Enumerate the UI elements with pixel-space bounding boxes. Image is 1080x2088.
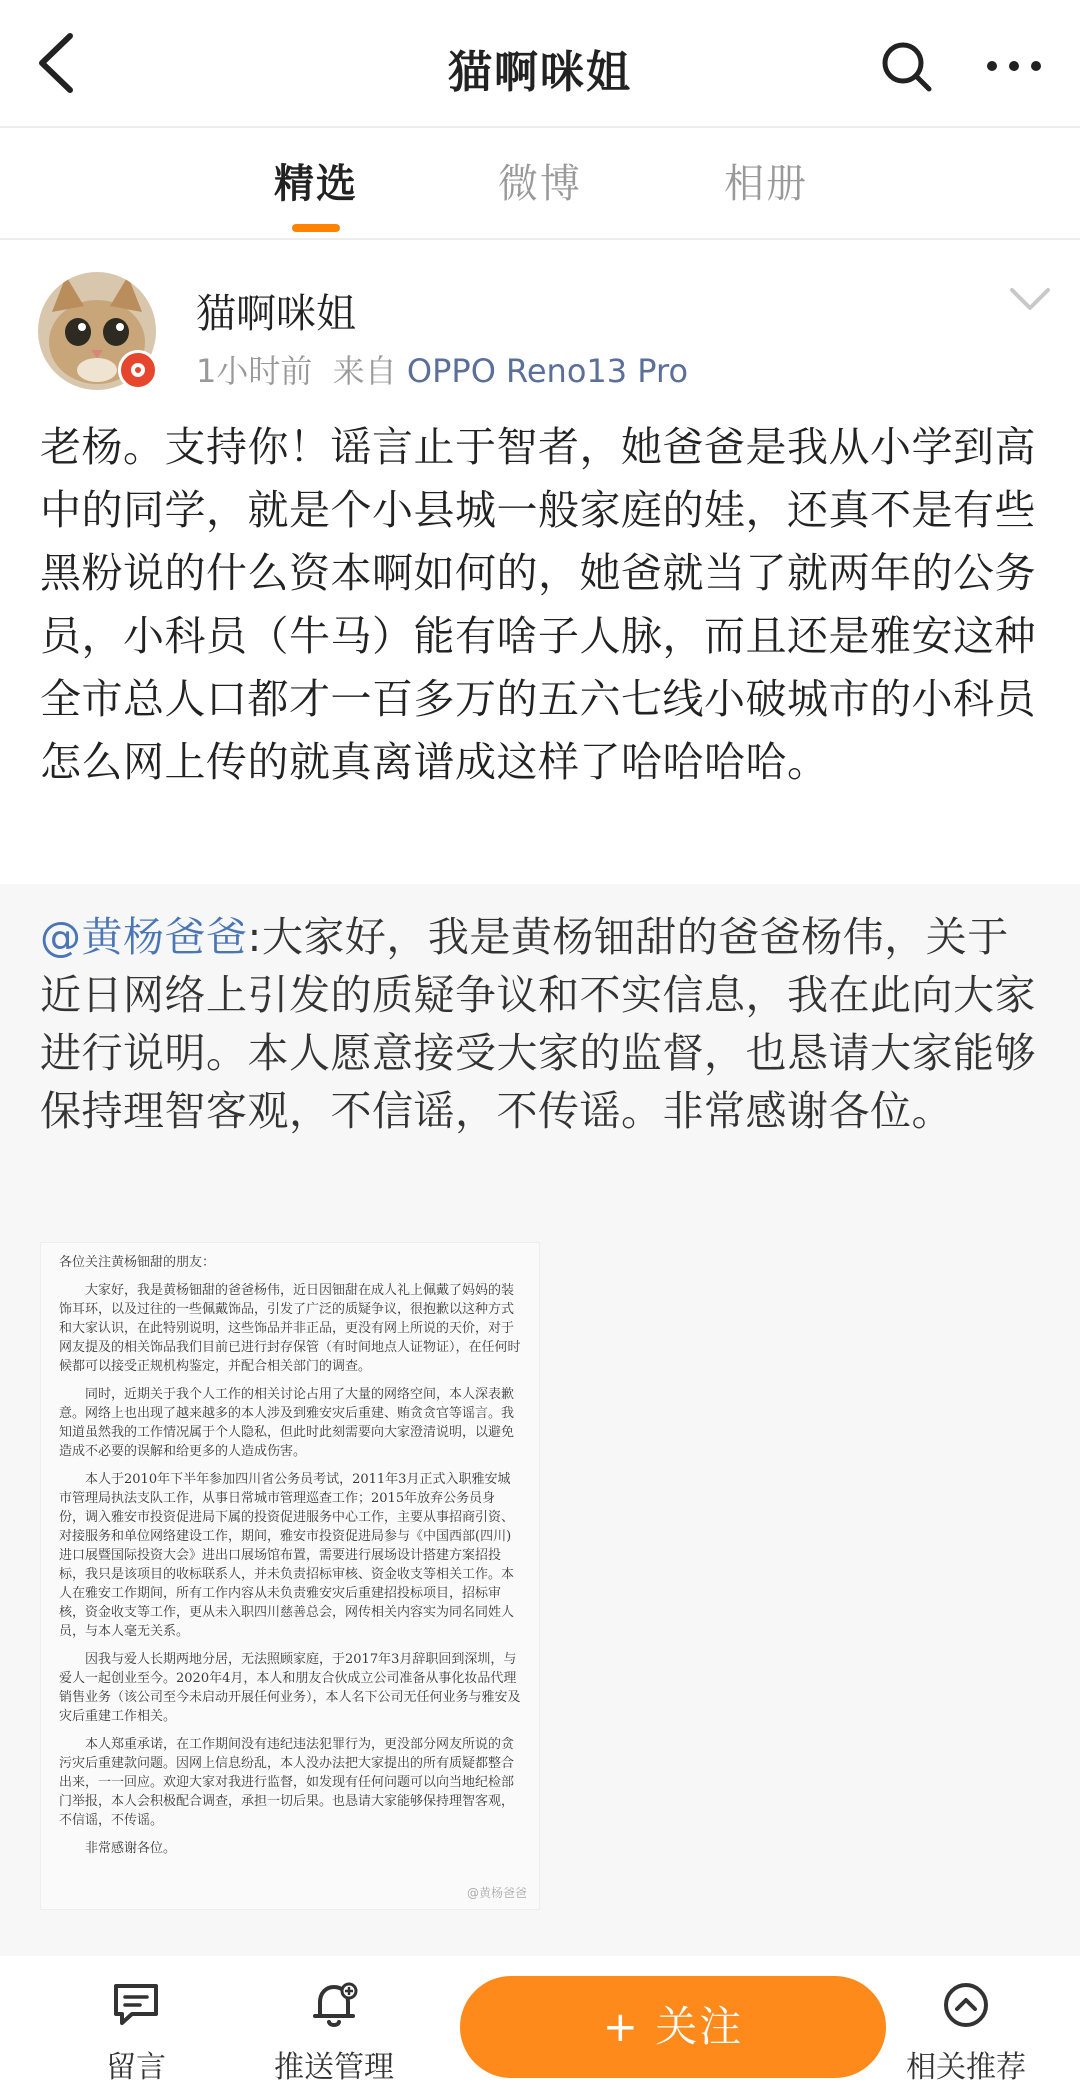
tab-featured[interactable]: 精选 — [274, 161, 358, 207]
bottom-bar — [0, 1956, 1080, 2088]
verified-badge-icon — [118, 350, 158, 390]
doc-paragraph: 本人郑重承诺，在工作期间没有违纪违法犯罪行为，更没部分网友所说的贪污灾后重建款问题。因网上信息纷乱，本人没办法把大家提出的所有质疑都整合出来，一一回应。欢迎大家对我进行监督，如发现有任何问题可以向当地纪检部门举报，本人会积极配合调查，承担一切后果。也恳请大家能够保持理智客观，不信谣，不传谣。 — [59, 1737, 515, 1828]
post-source[interactable]: OPPO Reno13 Pro — [406, 352, 689, 390]
post-time: 1小时前 — [196, 352, 313, 390]
bell-icon — [308, 1980, 360, 2030]
post-body: 老杨。支持你！谣言止于智者，她爸爸是我从小学到高中的同学，就是个小县城一般家庭的娃，还真不是有些黑粉说的什么资本啊如何的，她爸就当了就两年的公务员，小科员（牛马）能有啥子人脉，而且还是雅安这种全市总人口都才一百多万的五六七线小破城市的小科员怎么网上传的就真离谱成这样了哈哈哈哈。 — [40, 423, 1036, 786]
comment-button[interactable] — [56, 1956, 216, 2088]
push-settings-label: 推送管理 — [274, 2050, 394, 2085]
tab-indicator — [292, 224, 340, 232]
repost-text — [40, 908, 1040, 1140]
search-icon[interactable] — [878, 38, 934, 94]
repost-card[interactable] — [0, 884, 1080, 1956]
more-icon[interactable] — [982, 46, 1046, 86]
top-bar — [0, 0, 1080, 126]
doc-paragraph: 大家好，我是黄杨钿甜的爸爸杨伟，近日因钿甜在成人礼上佩戴了妈妈的装饰耳环，以及过往的一些佩戴饰品，引发了广泛的质疑争议，很抱歉以这种方式和大家认识，在此特别说明，这些饰品并非正品，更没有网上所说的天价，对于网友提及的相关饰品我们目前已进行封存保管（有时间地点人证物证），在任何时候都可以接受正规机构鉴定，并配合相关部门的调查。 — [59, 1283, 521, 1374]
post-meta — [196, 346, 688, 392]
doc-paragraph: 因我与爱人长期两地分居，无法照顾家庭，于2017年3月辞职回到深圳，与爱人一起创业至今。2020年4月，本人和朋友合伙成立公司准备从事化妆品代理销售业务（该公司至今未启动开展任何业务），本人名下公司无任何业务与雅安及灾后重建工作相关。 — [59, 1652, 521, 1724]
doc-paragraph: 本人于2010年下半年参加四川省公务员考试，2011年3月正式入职雅安城市管理局执法支队工作，从事日常城市管理巡查工作；2015年放弃公务员身份，调入雅安市投资促进局下属的投资促进服务中心工作，主要从事招商引资、对接服务和单位网络建设工作，期间，雅安市投资促进局参与《中国西部(四川)进口展暨国际投资大会》进出口展场馆布置，需要进行展场设计搭建方案招投标，我只是该项目的收标联系人，并未负责招标审核、资金收支等相关工作。本人在雅安工作期间，所有工作内容从未负责雅安灾后重建招投标项目，招标审核，资金收支等工作，更从未入职四川慈善总会，网传相关内容实为同名同姓人员，与本人毫无关系。 — [59, 1472, 515, 1639]
source-prefix: 来自 — [332, 352, 397, 390]
recommend-button[interactable] — [886, 1956, 1046, 2088]
tab-bar — [0, 128, 1080, 238]
doc-watermark: @黄杨爸爸 — [466, 1886, 527, 1900]
author-name[interactable]: 猫啊咪姐 — [196, 291, 356, 337]
mention-link[interactable]: @黄杨爸爸 — [40, 913, 248, 961]
tab-weibo[interactable]: 微博 — [498, 161, 582, 207]
divider — [0, 238, 1080, 240]
comment-label: 留言 — [106, 2050, 166, 2085]
chevron-down-icon[interactable] — [1008, 284, 1052, 314]
chevron-up-circle-icon — [941, 1980, 991, 2030]
recommend-label: 相关推荐 — [906, 2050, 1026, 2085]
repost-content: :大家好，我是黄杨钿甜的爸爸杨伟，关于近日网络上引发的质疑争议和不实信息，我在此向大家进行说明。本人愿意接受大家的监督，也恳请大家能够保持理智客观，不信谣，不传谣。非常感谢各位。 — [40, 913, 1036, 1135]
doc-greeting: 各位关注黄杨钿甜的朋友： — [59, 1255, 216, 1270]
doc-paragraph: 同时，近期关于我个人工作的相关讨论占用了大量的网络空间，本人深表歉意。网络上也出现了越来越多的本人涉及到雅安灾后重建、贿贪贪官等谣言。我知道虽然我的工作情况属于个人隐私，但此时此刻需要向大家澄清说明，以避免造成不必要的误解和给更多的人造成伤害。 — [59, 1387, 515, 1459]
tab-album[interactable]: 相册 — [724, 161, 808, 207]
page-title: 猫啊咪姐 — [448, 47, 632, 98]
follow-button[interactable]: + 关注 — [460, 1976, 886, 2078]
doc-paragraph: 非常感谢各位。 — [85, 1841, 177, 1856]
push-settings-button[interactable] — [254, 1956, 414, 2088]
statement-document-image[interactable] — [40, 1242, 540, 1910]
comment-icon — [110, 1980, 162, 2028]
